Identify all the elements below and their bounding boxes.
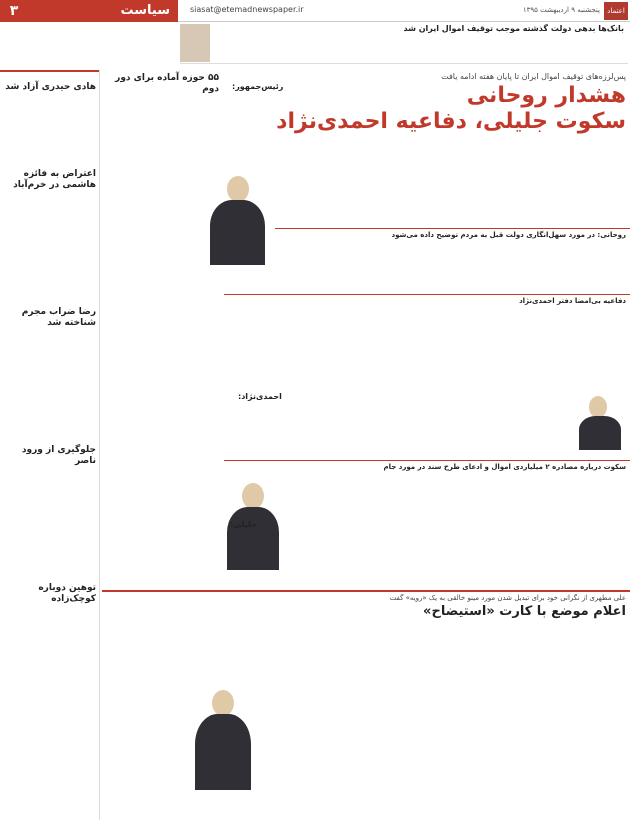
photo-rouhani (200, 170, 275, 265)
sub-title-ahmadinejad: دفاعیه بی‌امضا دفتر احمدی‌نژاد (224, 294, 630, 307)
mid-column (102, 70, 222, 630)
sub-title-rouhani: روحانی: در مورد سهل‌انگاری دولت قبل به مردم توضیح داده می‌شود (224, 228, 630, 241)
photo-motahari (185, 680, 260, 790)
sub-title-jalili: سکوت درباره مصادره ۲ میلیاردی اموال و ادعای طرح سند در مورد جام (224, 460, 630, 473)
main-headline-line1: هشدار روحانی (466, 83, 626, 108)
left-headline-5: توهین دوباره کوچک‌زاده (38, 583, 96, 604)
quote-jalili: جلیلی: (230, 520, 257, 529)
top-teaser (180, 24, 628, 64)
page-header (0, 0, 630, 22)
bottom-kicker: علی مطهری از نگرانی خود برای تبدیل شدن مورد مینو خالقی به یک «رویه» گفت (389, 594, 626, 602)
quote-ahmadinejad: احمدی‌نژاد: (238, 392, 282, 401)
left-headline-2: اعتراض به فائزه هاشمی در خرم‌آباد (13, 169, 96, 190)
main-headline-line2: سکوت جلیلی، دفاعیه احمدی‌نژاد (276, 109, 626, 134)
newspaper-logo: اعتماد (604, 2, 628, 20)
page-number: ۳ (0, 0, 28, 22)
teaser-body (180, 33, 628, 37)
bottom-story (102, 590, 630, 820)
site-url[interactable]: siasat@etemadnewspaper.ir (190, 5, 304, 14)
section-tab[interactable]: سیاست (28, 0, 178, 22)
mid-headline: ۵۵ حوزه آماده برای دور دوم (115, 73, 219, 94)
teaser-title: بانک‌ها بدهی دولت گذشته موجب توقیف اموال ایران شد (403, 24, 624, 33)
left-column (0, 70, 100, 820)
quote-rouhani: رئیس‌جمهور: (232, 82, 284, 91)
dateline: پنجشنبه ۹ اردیبهشت ۱۳۹۵ (522, 6, 600, 14)
main-upper-title: پس‌لرزه‌های توقیف اموال ایران تا پایان هفته ادامه یافت (441, 72, 626, 81)
left-headline-4: جلوگیری از ورود ناصر (21, 445, 96, 466)
bottom-headline: اعلام موضع با کارت «استیضاح» (423, 604, 626, 619)
photo-ahmadinejad (575, 390, 625, 450)
teaser-photo (180, 24, 210, 62)
left-headline-3: رضا ضراب مجرم شناخته شد (21, 307, 96, 328)
left-headline-1: هادی حیدری آزاد شد (5, 82, 96, 92)
